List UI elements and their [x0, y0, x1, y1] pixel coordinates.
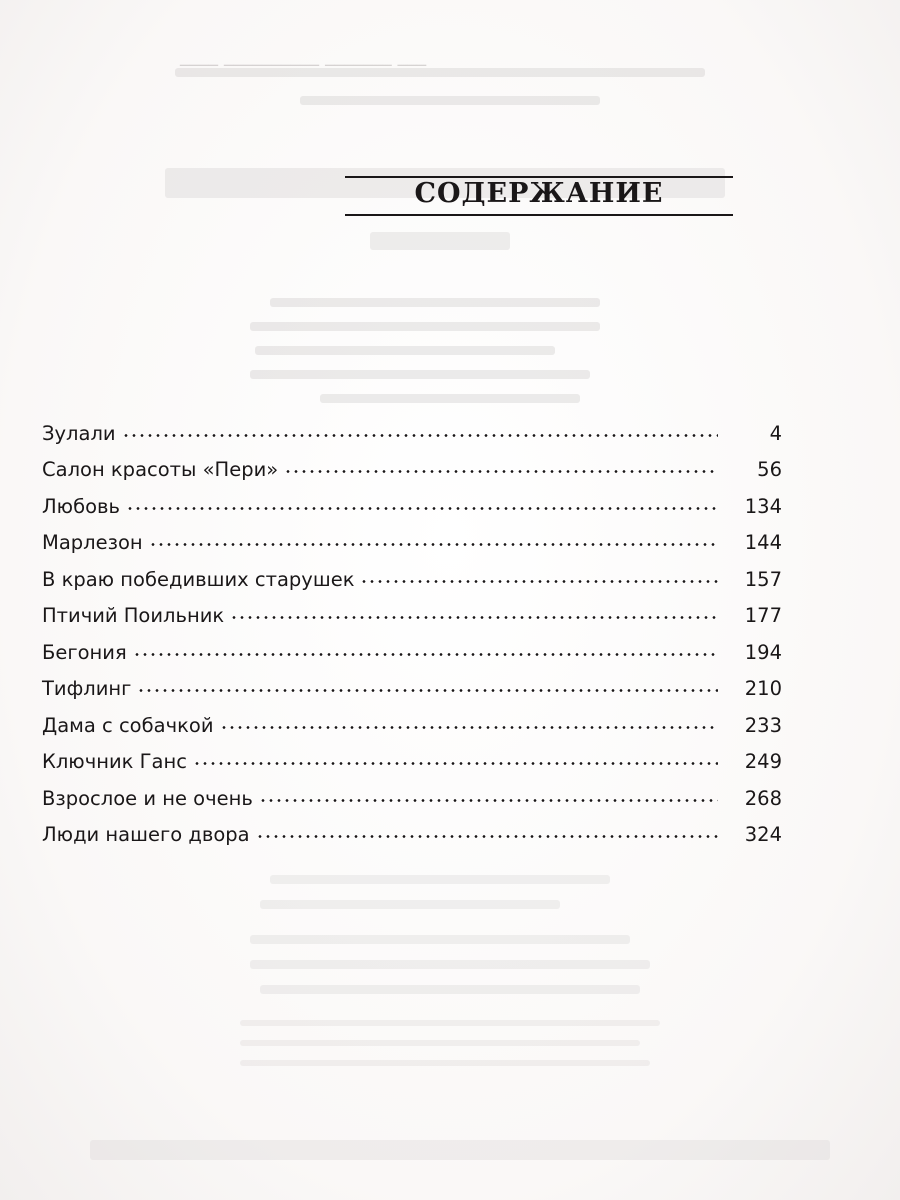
toc-dot-leader	[149, 530, 718, 550]
heading-rule-bottom	[345, 214, 733, 216]
toc-entry-title: Люди нашего двора	[42, 823, 250, 846]
toc-entry	[42, 493, 782, 530]
toc-entry-page: 56	[757, 458, 782, 481]
toc-entry-page: 144	[744, 531, 782, 554]
toc-entry	[42, 785, 782, 822]
page-title: СОДЕРЖАНИЕ	[414, 178, 664, 209]
toc-entry-page: 233	[744, 713, 782, 737]
toc-dot-leader	[284, 457, 718, 477]
toc-entry-page: 4	[769, 421, 782, 445]
toc-entry-title: Дама с собачкой	[42, 713, 214, 737]
toc-entry-title: Тифлинг	[42, 677, 132, 700]
table-of-contents	[42, 420, 782, 858]
toc-entry-title: Ключник Ганс	[42, 750, 187, 773]
toc-entry	[42, 530, 782, 567]
toc-entry	[42, 457, 782, 494]
toc-dot-leader	[360, 566, 718, 586]
toc-entry	[42, 822, 782, 859]
toc-entry-title: Птичий Поильник	[42, 604, 225, 627]
toc-entry	[42, 749, 782, 786]
toc-entry-title: В краю победивших старушек	[42, 567, 355, 591]
toc-entry	[42, 420, 782, 457]
toc-entry-page: 134	[744, 494, 782, 518]
toc-entry-title: Салон красоты «Пери»	[42, 458, 279, 481]
toc-dot-leader	[122, 420, 718, 440]
toc-dot-leader	[230, 603, 718, 623]
toc-entry-title: Зулали	[42, 421, 116, 445]
toc-entry-page: 249	[744, 750, 782, 773]
toc-entry-page: 268	[744, 786, 782, 810]
toc-entry-page: 324	[744, 823, 782, 846]
toc-dot-leader	[137, 676, 718, 696]
toc-entry-title: Любовь	[42, 494, 121, 518]
toc-entry-title: Взрослое и не очень	[42, 786, 253, 810]
toc-entry-page: 194	[744, 640, 782, 664]
toc-entry	[42, 639, 782, 676]
toc-entry-page: 210	[744, 677, 782, 700]
toc-entry	[42, 566, 782, 603]
toc-dot-leader	[220, 712, 719, 732]
toc-dot-leader	[193, 749, 718, 769]
toc-dot-leader	[256, 822, 718, 842]
toc-entry	[42, 603, 782, 640]
toc-entry-page: 157	[744, 567, 782, 591]
toc-entry-page: 177	[744, 604, 782, 627]
toc-entry-title: Бегония	[42, 640, 127, 664]
toc-entry-title: Марлезон	[42, 531, 143, 554]
toc-dot-leader	[259, 785, 718, 805]
toc-entry	[42, 676, 782, 713]
toc-entry	[42, 712, 782, 749]
toc-dot-leader	[133, 639, 718, 659]
toc-dot-leader	[126, 493, 718, 513]
